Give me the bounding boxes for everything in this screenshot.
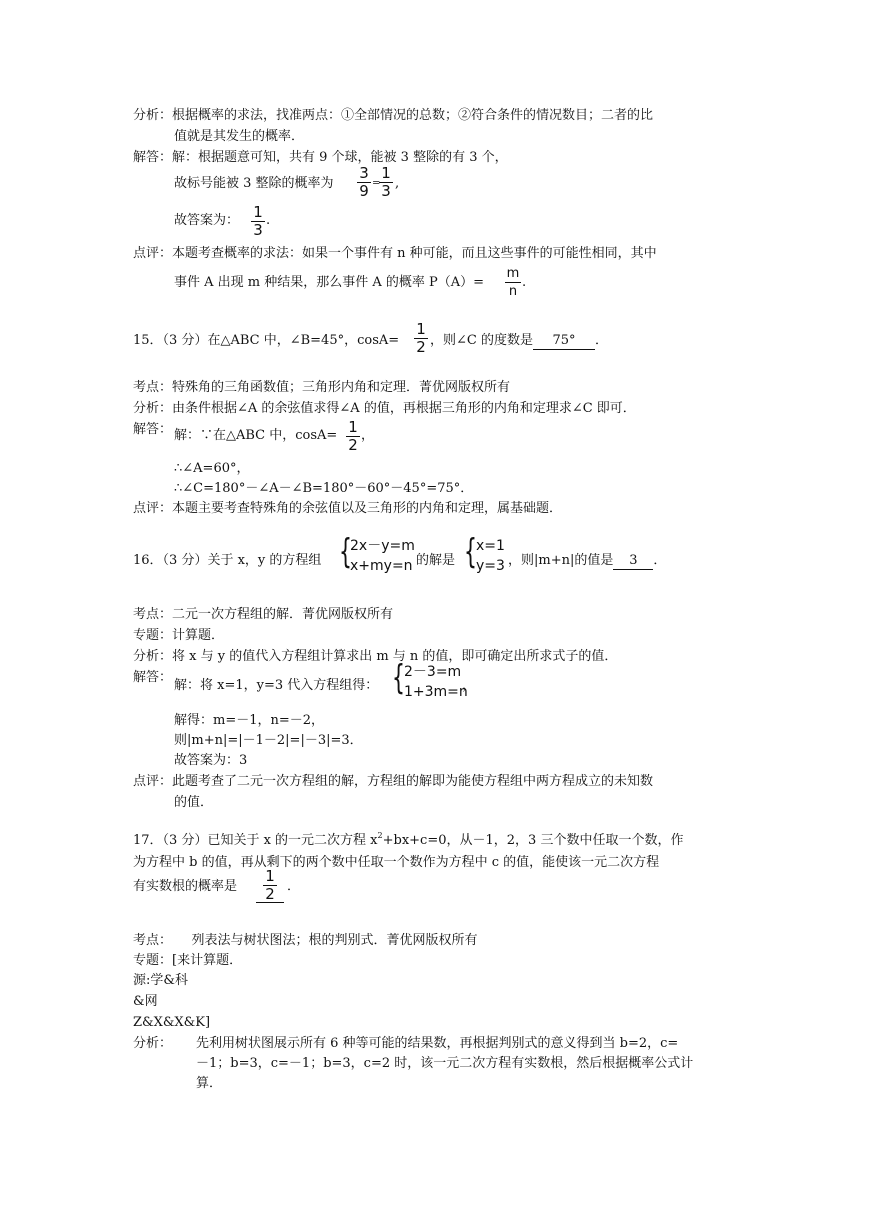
fraction-m-n: m n [506,266,520,299]
superscript-2: 2 [377,831,383,840]
analysis-line-1: 先利用树状图展示所有 6 种等可能的结果数，再根据判别式的意义得到当 b=2，c= [196,1036,679,1051]
solution-line-3: 故答案为： [174,213,240,228]
answer-blank: 75° [533,333,595,350]
analysis: 分析：由条件根据∠A 的余弦值求得∠A 的值，再根据三角形的内角和定理求∠C 即可． [133,401,636,416]
solution-label: 解答： [133,422,173,437]
solution-line-3: ∴∠C=180°－∠A－∠B=180°－60°－45°=75°． [174,481,474,496]
question-17-line-2: 为方程中 b 的值，再从剩下的两个数中任取一个数作为方程中 c 的值，能使该一元二次方程 [133,855,660,870]
comment-line-2: 事件 A 出现 m 种结果，那么事件 A 的概率 P（A）= [174,275,485,290]
key-point: 考点： 列表法与树状图法；根的判别式．菁优网版权所有 [133,933,478,948]
period: ． [287,879,301,894]
topic-line-2: 源:学&科 [133,973,188,988]
equation-system-1: 2x－y=m x+my=n [350,538,415,574]
analysis-label: 分析： [133,1036,173,1051]
solution-line-1: 解答：解：根据题意可知，共有 9 个球，能被 3 整除的有 3 个， [133,150,508,165]
answer-blank: 3 [613,553,653,570]
topic-line-4: Z&X&X&K] [133,1015,211,1030]
comma: , [395,176,400,191]
solution-line-2: 故标号能被 3 整除的概率为 [174,176,334,191]
analysis-line-1: 分析：根据概率的求法，找准两点：①全部情况的总数；②符合条件的情况数目；二者的比 [133,108,654,123]
solution-label: 解答： [133,670,173,685]
fraction-cosA-solution: 1 2 [346,420,360,453]
solution-line-1: 解：将 x=1，y=3 代入方程组得： [174,678,379,693]
topic-line-3: &网 [133,994,158,1009]
equals-sign: = [372,178,381,189]
comment-line-1: 点评：此题考查了二元一次方程组的解，方程组的解即为能使方程组中两方程成立的未知数 [133,774,654,789]
key-point: 考点：二元一次方程组的解．菁优网版权所有 [133,607,394,622]
fraction-1-3: 1 3 [379,166,393,199]
question-17-line-1: 17．（3 分）已知关于 x 的一元二次方程 $x^2+bx+c=0$，从－1，2，3 三个数中任取一个数，作 [133,831,684,848]
period: . [266,213,271,228]
solution-line-1: 解：∵在△ABC 中，cosA= [174,428,338,443]
fraction-3-9: 3 9 [357,166,371,199]
analysis: 分析：将 x 与 y 的值代入方程组计算求出 m 与 n 的值，即可确定出所求式子的值． [133,649,618,664]
left-brace: { [339,532,352,572]
solution-line-2: 解得：m=－1，n=－2， [174,713,325,728]
comment-line-2: 的值． [174,795,214,810]
question-16-part-a: 16．（3 分）关于 x，y 的方程组 [133,553,322,568]
topic: 专题：计算题． [133,628,225,643]
analysis-line-3: 算． [196,1076,223,1091]
answer-fraction-1-2: 1 2 [256,869,284,903]
left-brace: { [464,532,477,572]
comma: ， [462,678,476,693]
solution-system: x=1 y=3 [476,538,505,574]
solution-line-4: 故答案为：3 [174,753,248,768]
topic-line-1: 专题：[来计算题． [133,953,243,968]
question-16-part-c: ，则|m+n|的值是 3 ． [508,553,667,568]
analysis-line-2: －1；b=3，c=－1；b=3，c=2 时，该一元二次方程有实数根，然后根据概率公式计 [196,1056,694,1071]
question-15-part-b: ，则∠C 的度数是 75° ． [430,333,608,348]
fraction-cosA: 1 2 [414,322,428,355]
period: . [522,275,527,290]
question-16-part-b: 的解是 [416,553,456,568]
question-15 [133,333,399,349]
comment: 点评：本题主要考查特殊角的余弦值以及三角形的内角和定理，属基础题． [133,501,563,516]
solution-line-2: ∴∠A=60°， [174,461,250,476]
solution-line-3: 则|m+n|=|－1－2|=|－3|=3． [174,733,363,748]
comma: ， [361,428,375,443]
question-17-line-3: 有实数根的概率是 [133,879,238,894]
fraction-answer-1-3: 1 3 [251,205,265,238]
analysis-line-2: 值就是其发生的概率． [174,129,305,144]
equation-system-substituted: 2－3=m 1+3m=n [404,664,468,700]
comment-line-1: 点评：本题考查概率的求法：如果一个事件有 n 种可能，而且这些事件的可能性相同，其中 [133,246,657,261]
question-15-part-a: 15．（3 分）在△ABC 中，∠B=45°，cosA= [133,333,400,348]
left-brace: { [392,658,405,698]
key-point: 考点：特殊角的三角函数值；三角形内角和定理．菁优网版权所有 [133,380,511,395]
